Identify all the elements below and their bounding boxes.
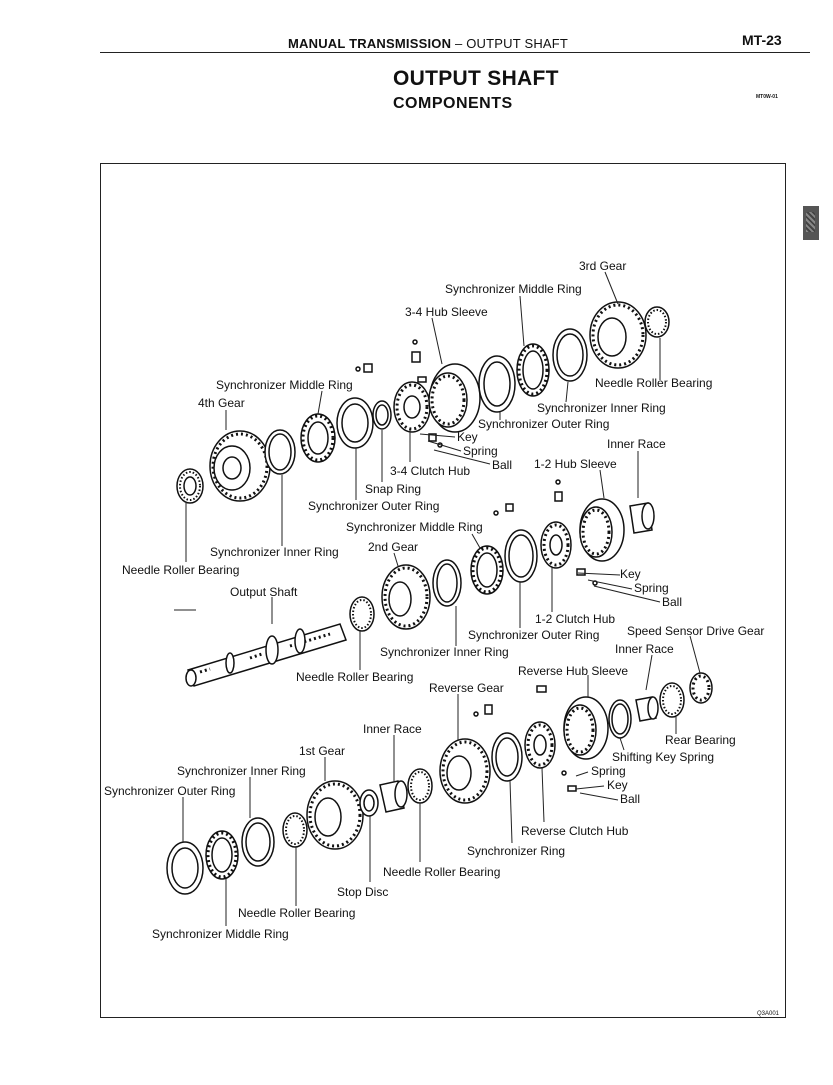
section-title: MANUAL TRANSMISSION [288,36,452,51]
label-needle-roller-bearing: Needle Roller Bearing [296,670,414,684]
label-reverse-gear: Reverse Gear [429,681,504,695]
part-labels [104,259,764,941]
label-key: Key [620,567,641,581]
label-needle-roller-bearing: Needle Roller Bearing [238,906,356,920]
label-sync-inner-ring: Synchronizer Inner Ring [210,545,339,559]
label-34-clutch-hub: 3-4 Clutch Hub [390,464,471,478]
label-sync-outer-ring: Synchronizer Outer Ring [468,628,600,642]
label-speed-sensor-drive-gear: Speed Sensor Drive Gear [627,624,765,638]
third-gear-part [590,302,646,368]
label-sync-inner-ring: Synchronizer Inner Ring [177,764,306,778]
hub-sleeve-34-part [429,364,480,432]
fourth-gear-part [210,431,270,501]
label-key: Key [607,778,628,792]
needle-roller-bearing-part [177,469,203,503]
label-snap-ring: Snap Ring [365,482,422,496]
first-gear-part [307,781,363,849]
label-12-clutch-hub: 1-2 Clutch Hub [535,612,616,626]
page-subtitle: COMPONENTS [393,95,513,112]
label-sync-inner-ring: Synchronizer Inner Ring [537,401,666,415]
label-ball: Ball [492,458,513,472]
label-spring: Spring [463,444,498,458]
label-1st-gear: 1st Gear [299,744,346,758]
label-shifting-key-spring: Shifting Key Spring [612,750,715,764]
label-2nd-gear: 2nd Gear [368,540,419,554]
label-sync-middle-ring: Synchronizer Middle Ring [445,282,582,296]
label-sync-outer-ring: Synchronizer Outer Ring [478,417,610,431]
clutch-hub-34-part [394,382,430,432]
label-ball: Ball [620,792,641,806]
page-title: OUTPUT SHAFT [393,67,559,90]
label-sync-outer-ring: Synchronizer Outer Ring [308,499,440,513]
label-sync-middle-ring: Synchronizer Middle Ring [152,927,289,941]
label-needle-roller-bearing: Needle Roller Bearing [595,376,713,390]
label-sync-outer-ring: Synchronizer Outer Ring [104,784,236,798]
label-rear-bearing: Rear Bearing [665,733,736,747]
label-inner-race: Inner Race [363,722,422,736]
label-stop-disc: Stop Disc [337,885,389,899]
label-reverse-clutch-hub: Reverse Clutch Hub [521,824,629,838]
reference-code-top: MT0W-01 [756,94,778,100]
label-key: Key [457,430,478,444]
label-needle-roller-bearing: Needle Roller Bearing [383,865,501,879]
label-12-hub-sleeve: 1-2 Hub Sleeve [534,457,617,471]
label-4th-gear: 4th Gear [198,396,245,410]
lower-assembly [167,673,715,894]
label-needle-roller-bearing: Needle Roller Bearing [122,563,240,577]
label-3rd-gear: 3rd Gear [579,259,627,273]
page-number: MT-23 [742,32,782,48]
label-reverse-hub-sleeve: Reverse Hub Sleeve [518,664,629,678]
label-sync-middle-ring: Synchronizer Middle Ring [346,520,483,534]
label-34-hub-sleeve: 3-4 Hub Sleeve [405,305,488,319]
section-separator: – [454,36,463,51]
section-subtitle: OUTPUT SHAFT [466,36,569,51]
reference-code-bottom: Q3A001 [757,1011,780,1017]
label-synchronizer-ring: Synchronizer Ring [467,844,566,858]
label-sync-inner-ring: Synchronizer Inner Ring [380,645,509,659]
second-gear-part [382,565,430,629]
label-ball: Ball [662,595,683,609]
reverse-gear-part [440,739,490,803]
label-inner-race: Inner Race [615,642,674,656]
label-inner-race: Inner Race [607,437,666,451]
label-spring: Spring [591,764,626,778]
label-sync-middle-ring: Synchronizer Middle Ring [216,378,353,392]
label-output-shaft: Output Shaft [230,585,298,599]
label-spring: Spring [634,581,669,595]
